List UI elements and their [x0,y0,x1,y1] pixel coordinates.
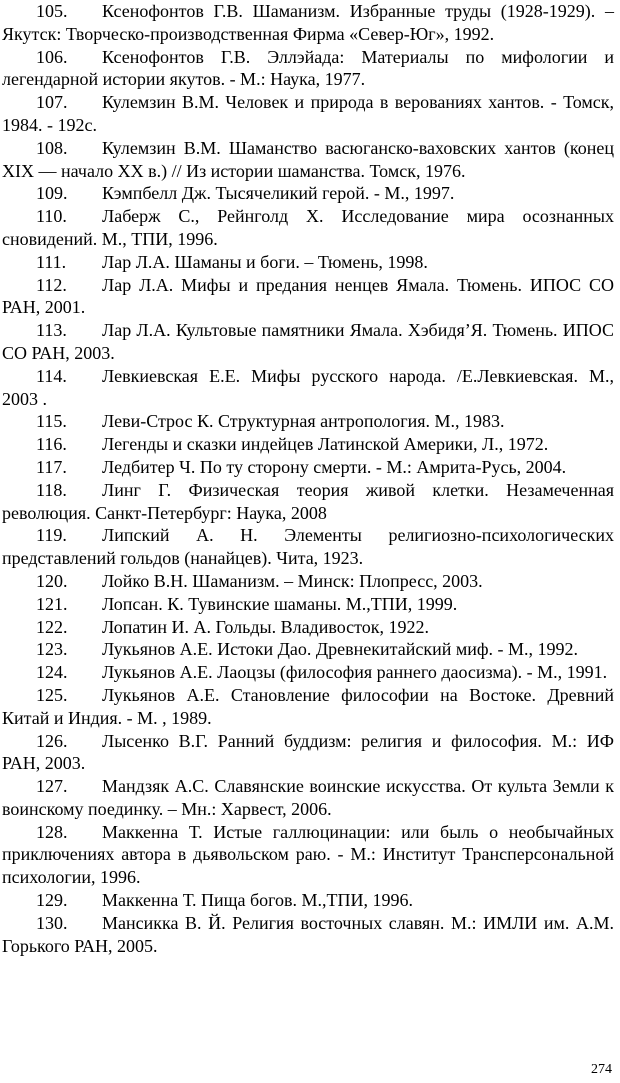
reference-number: 113. [36,320,67,341]
reference-number: 114. [36,365,67,386]
reference-entry [2,479,614,525]
reference-text: Лукьянов А.Е. Истоки Дао. Древнекитайский миф. - М., 1992. [102,639,579,660]
reference-entry [2,46,614,92]
reference-text: Кулемзин В.М. Шаманство васюганско-ваховских хантов (конец XIX — начало XX в.) // Из истории шаманства. Томск, 1976. [2,137,614,181]
reference-number: 110. [36,206,67,227]
reference-text: Липский А. Н. Элементы религиозно-психологических представлений гольдов (нанайцев). Чита, 1923. [2,525,614,569]
page-number: 274 [591,1062,612,1077]
reference-text: Линг Г. Физическая теория живой клетки. Незамеченная революция. Санкт-Петербург: Наука, 2008 [2,479,614,523]
reference-number: 109. [36,183,68,204]
reference-text: Ксенофонтов Г.В. Эллэйада: Материалы по мифологии и легендарной истории якутов. - М.: Наука, 1977. [2,46,614,90]
reference-text: Лопатин И. А. Гольды. Владивосток, 1922. [102,616,430,637]
reference-text: Лукьянов А.Е. Лаоцзы (философия раннего даосизма). - М., 1991. [102,662,608,683]
reference-text: Маккенна Т. Истые галлюцинации: или быль о необычайных приключениях автора в дьявольском раю. - М.: Институт Трансперсональной психологии, 1996. [2,821,614,888]
reference-entry [2,570,614,593]
reference-text: Лаберж С., Рейнголд Х. Исследование мира осознанных сновидений. М., ТПИ, 1996. [2,206,614,249]
reference-number: 117. [36,456,67,477]
reference-text: Лысенко В.Г. Ранний буддизм: религия и философия. М.: ИФ РАН, 2003. [2,730,614,774]
reference-entry [2,524,614,570]
reference-entry [2,684,614,730]
reference-entry [2,205,614,251]
reference-text: Ксенофонтов Г.В. Шаманизм. Избранные труды (1928-1929). – Якутск: Творческо-производственная Фирма «Север-Юг», 1992. [2,1,614,44]
reference-entry [2,274,614,320]
reference-text: Левкиевская Е.Е. Мифы русского народа. /Е.Левкиевская. М., 2003 . [2,365,614,409]
reference-number: 112. [36,274,67,295]
reference-number: 125. [36,684,68,705]
reference-number: 115. [36,411,67,432]
reference-list [2,0,614,957]
reference-text: Легенды и сказки индейцев Латинской Америки, Л., 1972. [102,434,549,455]
reference-entry [2,638,614,661]
reference-entry [2,433,614,456]
reference-number: 106. [36,46,68,67]
reference-text: Лукьянов А.Е. Становление философии на Востоке. Древний Китай и Индия. - М. , 1989. [2,684,614,728]
reference-number: 130. [36,912,68,933]
reference-text: Лар Л.А. Шаманы и боги. – Тюмень, 1998. [102,251,428,272]
reference-number: 122. [36,616,68,637]
reference-text: Мансикка В. Й. Религия восточных славян. М.: ИМЛИ им. А.М. Горького РАН, 2005. [2,912,614,956]
reference-text: Ледбитер Ч. По ту сторону смерти. - М.: Амрита-Русь, 2004. [102,456,567,477]
reference-entry [2,319,614,365]
reference-text: Маккенна Т. Пища богов. М.,ТПИ, 1996. [102,890,414,911]
reference-number: 128. [36,821,68,842]
reference-number: 116. [36,434,67,455]
reference-entry [2,661,614,684]
reference-entry [2,821,614,889]
reference-entry [2,0,614,46]
reference-number: 129. [36,890,68,911]
reference-text: Лар Л.А. Мифы и предания ненцев Ямала. Тюмень. ИПОС СО РАН, 2001. [2,274,614,318]
reference-number: 121. [36,593,68,614]
reference-number: 124. [36,662,68,683]
reference-number: 108. [36,137,68,158]
reference-entry [2,137,614,183]
reference-entry [2,730,614,776]
reference-entry [2,251,614,274]
reference-entry [2,365,614,411]
reference-number: 127. [36,776,68,797]
reference-entry [2,456,614,479]
reference-text: Кулемзин В.М. Человек и природа в верованиях хантов. - Томск, 1984. - 192с. [2,92,614,135]
reference-number: 119. [36,525,67,546]
reference-number: 120. [36,570,68,591]
reference-number: 118. [36,479,67,500]
reference-entry [2,889,614,912]
reference-text: Мандзяк А.С. Славянские воинские искусства. От культа Земли к воинскому поединку. – Мн.: Харвест, 2006. [2,776,614,819]
reference-text: Лойко В.Н. Шаманизм. – Минск: Плопресс, 2003. [102,570,483,591]
reference-text: Кэмпбелл Дж. Тысячеликий герой. - М., 1997. [102,183,455,204]
reference-number: 123. [36,639,68,660]
reference-entry [2,182,614,205]
reference-entry [2,616,614,639]
reference-entry [2,775,614,821]
reference-number: 105. [36,1,68,21]
reference-number: 111. [36,251,67,272]
reference-number: 107. [36,92,68,113]
reference-text: Леви-Строс К. Структурная антропология. М., 1983. [102,411,505,432]
reference-entry [2,91,614,137]
reference-entry [2,593,614,616]
reference-text: Лопсан. К. Тувинские шаманы. М.,ТПИ, 1999. [102,593,458,614]
reference-text: Лар Л.А. Культовые памятники Ямала. Хэбидя’Я. Тюмень. ИПОС СО РАН, 2003. [2,320,614,363]
reference-number: 126. [36,730,68,751]
reference-entry [2,410,614,433]
reference-entry [2,912,614,958]
